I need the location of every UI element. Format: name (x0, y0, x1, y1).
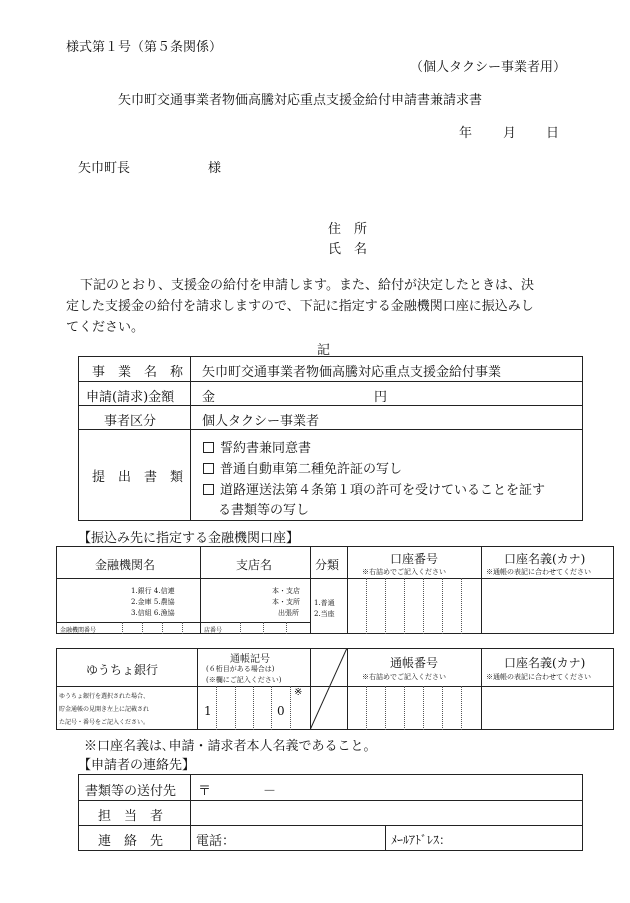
applicant-type: （個人タクシー事業者用） (410, 60, 567, 75)
doc-item-2[interactable]: 普通自動車第二種免許証の写し (203, 458, 402, 477)
bank-type-1: 1.銀行 4.信連 (131, 587, 175, 595)
date-year: 年 (459, 126, 473, 141)
yucho-holder-note: ※通帳の表記に合わせてください (486, 673, 591, 681)
ki-heading: 記 (317, 343, 331, 358)
bank-type-3: 3.信組 6.漁協 (131, 609, 175, 617)
doc-item-3-cont: る書類等の写し (218, 503, 310, 518)
holder-note: ※口座名義は､申請・請求者本人名義であること。 (84, 739, 377, 754)
body-line-1: 下記のとおり、支援金の給付を申請します。また、給付が決定したときは、決 (80, 278, 534, 293)
contact-section-title: 【申請者の連絡先】 (78, 758, 196, 773)
col-account-number: 口座番号 (390, 552, 439, 566)
person-label: 担 当 者 (98, 809, 164, 824)
page-title: 矢巾町交通事業者物価高騰対応重点支援金給付申請書兼請求書 (118, 93, 483, 108)
name-label: 氏 名 (328, 242, 368, 257)
branch-type-1: 本・支店 (272, 587, 300, 595)
yucho-symbol-mark: ※ (294, 687, 303, 698)
yucho-digit-last: 0 (277, 704, 285, 718)
col-type: 分類 (315, 558, 340, 572)
category-label: 事者区分 (104, 414, 157, 429)
body-line-2: 定した支援金の給付を請求しますので、下記に指定する金融機関口座に振込みし (66, 299, 534, 314)
col-bank-name: 金融機関名 (95, 558, 156, 572)
body-line-3: てください。 (66, 320, 145, 335)
bank-code-label: 金融機関番号 (60, 627, 97, 634)
contact-label: 連 絡 先 (98, 834, 164, 849)
amount-unit: 円 (374, 390, 388, 405)
address-label: 住 所 (328, 222, 368, 237)
yucho-bank-name: ゆうちょ銀行 (86, 663, 159, 677)
bank-section-title: 【振込み先に指定する金融機関口座】 (78, 531, 300, 546)
yucho-number-note: ※右詰めでご記入ください (362, 673, 446, 681)
project-name-label: 事 業 名 称 (92, 365, 184, 380)
bank-type-2: 2.金庫 5.農協 (131, 598, 175, 606)
doc-item-1[interactable]: 誓約書兼同意書 (203, 437, 311, 456)
date-day: 日 (546, 126, 560, 141)
yucho-symbol-label: 通帳記号 (230, 654, 270, 665)
yucho-digit-first: 1 (204, 704, 212, 718)
col-branch-name: 支店名 (236, 558, 273, 572)
col-account-note: ※右詰めでご記入ください (362, 568, 446, 576)
branch-code-label: 店番号 (204, 627, 223, 634)
yucho-info-1: ゆうちょ銀行を選択された場合、 (59, 693, 150, 700)
honorific: 様 (208, 161, 222, 176)
yucho-symbol-note-2: (※欄にご記入ください) (206, 676, 282, 684)
yucho-holder-label: 口座名義(カナ) (504, 656, 586, 670)
checkbox-icon[interactable] (203, 463, 214, 474)
amount-label: 申請(請求)金額 (86, 390, 175, 405)
yucho-info-3: た記号・番号をご記入ください。 (59, 719, 150, 726)
yucho-number-label: 通帳番号 (390, 656, 439, 670)
slash-cell (310, 648, 347, 730)
branch-type-3: 出張所 (278, 609, 299, 617)
acct-type-2: 2.当座 (314, 610, 335, 618)
category-value: 個人タクシー事業者 (202, 414, 320, 429)
yucho-info-2: 貯金通帳の見開き左上に記載され (59, 706, 150, 713)
send-to-label: 書類等の送付先 (85, 784, 177, 799)
amount-prefix: 金 (202, 390, 216, 405)
acct-type-1: 1.普通 (314, 599, 335, 607)
addressee: 矢巾町長 (78, 161, 131, 176)
form-number: 様式第１号（第５条関係） (66, 40, 223, 55)
date-month: 月 (503, 126, 517, 141)
phone-label: 電話： (196, 834, 236, 849)
checkbox-icon[interactable] (203, 442, 214, 453)
postal-code: 〒 － (198, 784, 277, 799)
checkbox-icon[interactable] (203, 484, 214, 495)
mail-label: ﾒｰﾙｱﾄﾞﾚｽ： (391, 833, 452, 847)
doc-item-3[interactable]: 道路運送法第４条第１項の許可を受けていることを証す (203, 479, 545, 498)
yucho-symbol-note-1: (６桁目がある場合は) (206, 665, 275, 673)
documents-label: 提 出 書 類 (92, 470, 184, 485)
project-name-value: 矢巾町交通事業者物価高騰対応重点支援金給付事業 (202, 365, 502, 380)
col-account-holder: 口座名義(カナ) (504, 552, 586, 566)
branch-type-2: 本・支所 (272, 598, 300, 606)
col-holder-note: ※通帳の表記に合わせてください (486, 568, 591, 576)
